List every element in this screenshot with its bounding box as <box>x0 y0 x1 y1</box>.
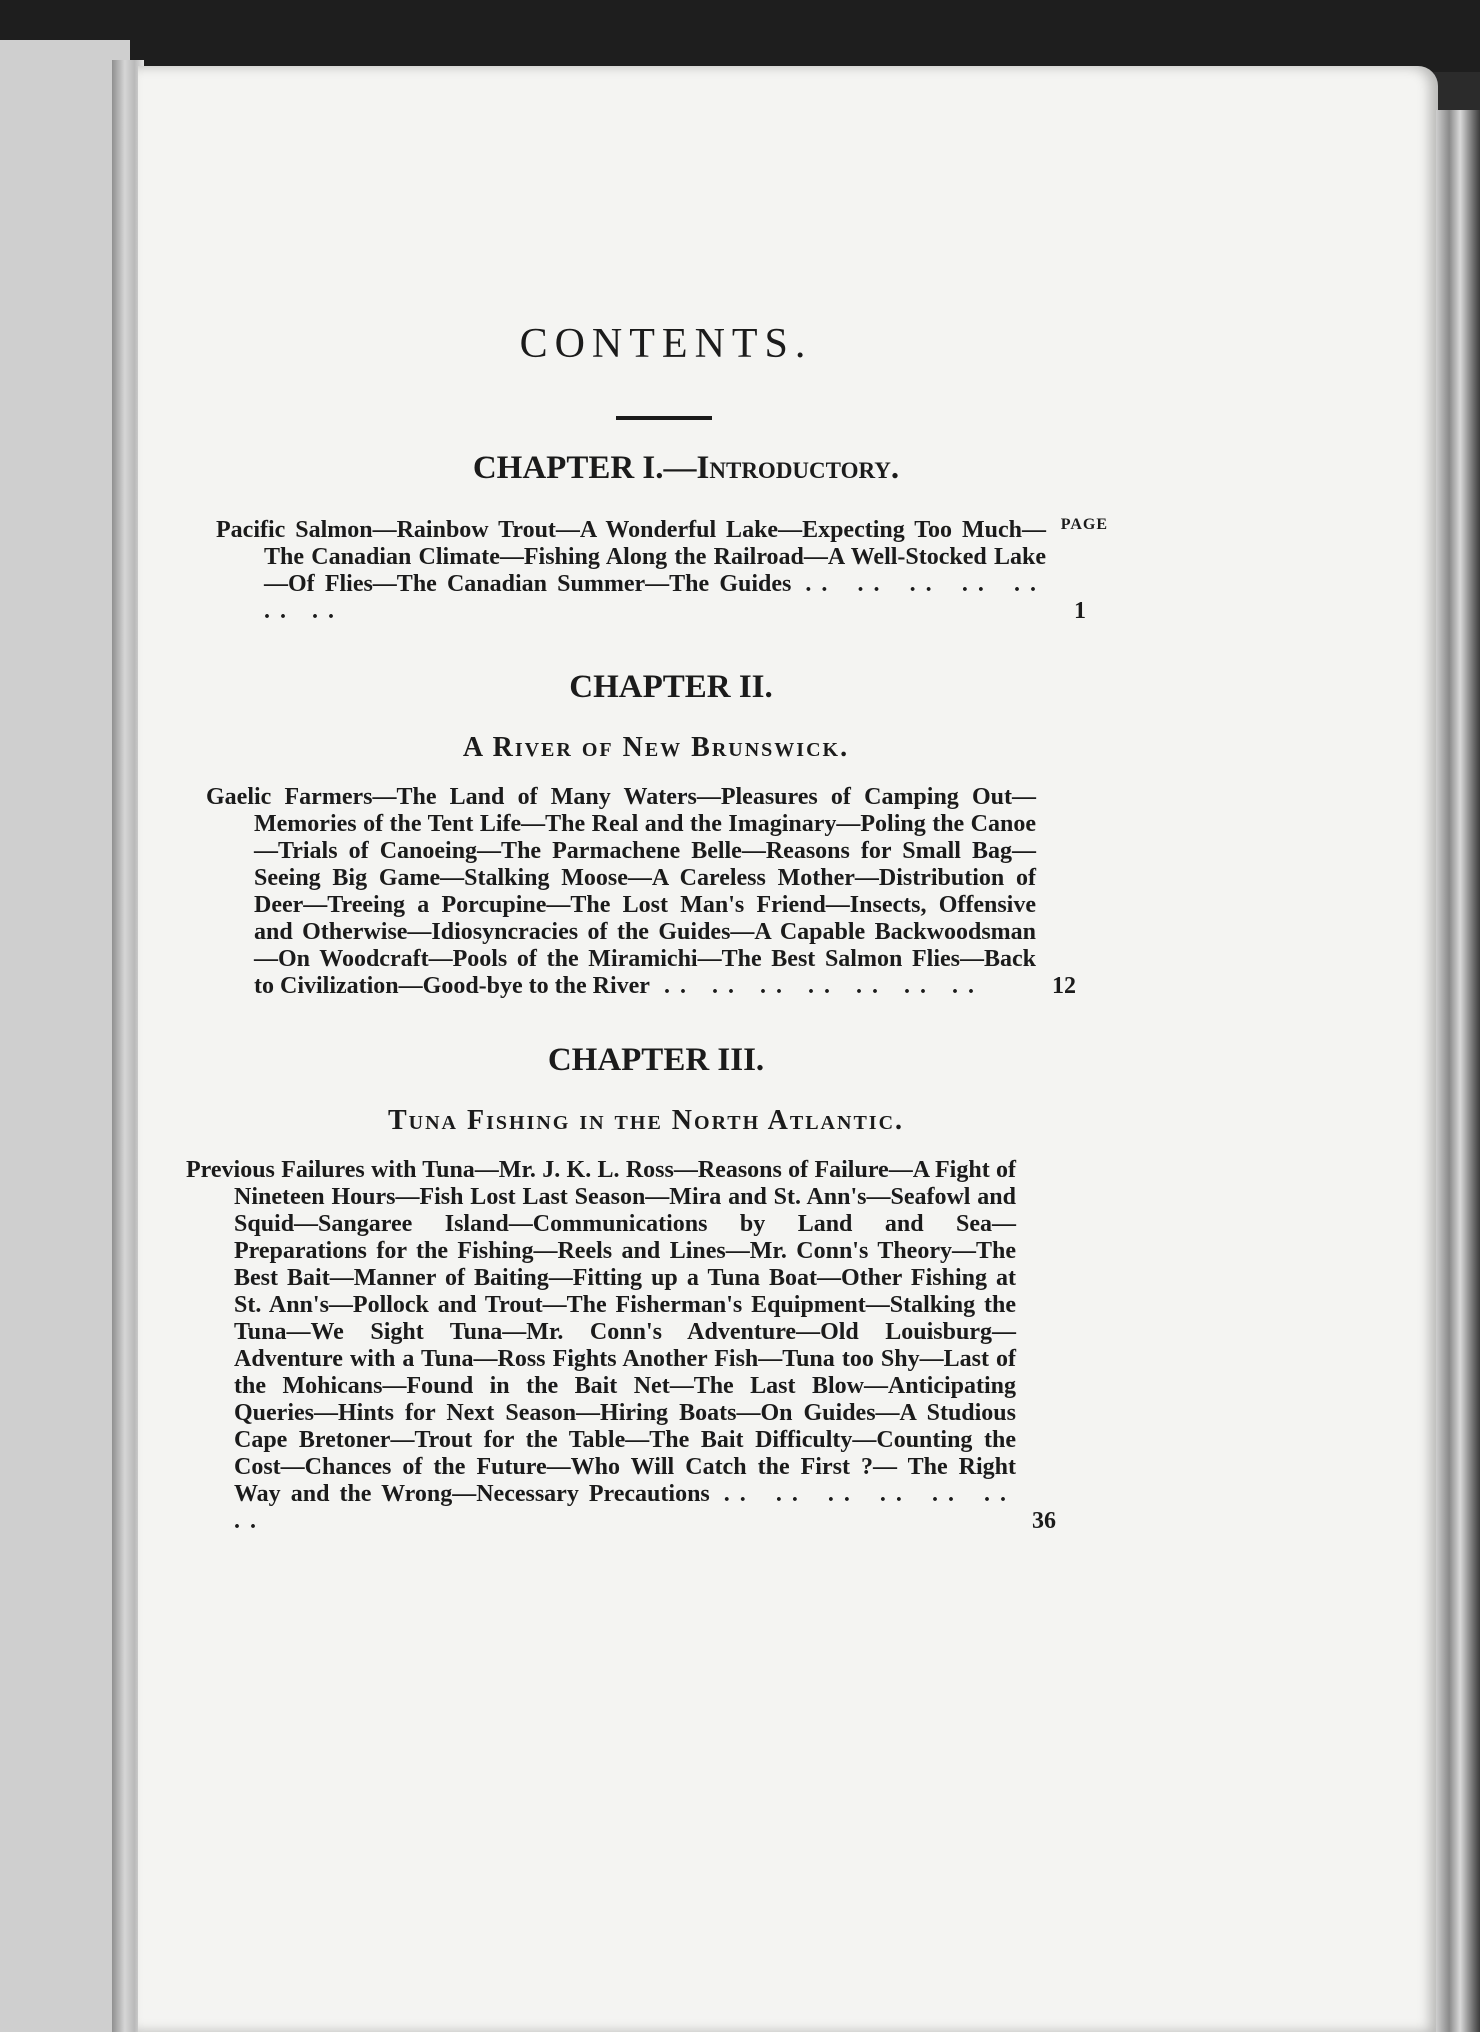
page-number: 12 <box>1052 973 1076 999</box>
chapter-entry <box>206 784 1076 1000</box>
chapter-summary-text: Pacific Salmon—Rainbow Trout—A Wonderful Lake—Expecting Too Much—The Canadian Climate—Fishing Along the Railroad—A Well-Stocked Lake—Of Flies—The Canadian Summer—The Guides <box>216 517 1046 597</box>
chapter-heading <box>276 450 1096 487</box>
page-stack-edge <box>1436 110 1480 2032</box>
chapter-title: Tuna Fishing in the North Atlantic. <box>387 1105 905 1136</box>
page-number: 36 <box>1032 1508 1056 1534</box>
chapter-title: Introductory. <box>696 450 900 486</box>
chapter-summary <box>206 784 1036 1000</box>
chapter-summary-text: Previous Failures with Tuna—Mr. J. K. L. Ross—Reasons of Failure—A Fight of Nineteen Hours—Fish Lost Last Season—Mira and St. Ann's—Seafowl and Squid—Sangaree Island—Communications by Land and Sea—Preparations for the Fishing—Reels and Lines—Mr. Conn's Theory—The Best Bait—Manner of Baiting—Fitting up a Tuna Boat—Other Fishing at St. Ann's—Pollock and Trout—The Fisherman's Equipment—Stalking the Tuna—We Sight Tuna—Mr. Conn's Adventure—Old Louisburg—Adventure with a Tuna—Ross Fights Another Fish—Tuna too Shy—Last of the Mohicans—Found in the Bait Net—The Last Blow—Anticipating Queries—Hints for Next Season—Hiring Boats—On Guides—A Studious Cape Bretoner—Trout for the Table—The Bait Difficulty—Counting the Cost—Chances of the Future—Who Will Catch the First ?— The Right Way and the Wrong—Necessary Precautions <box>186 1157 1016 1507</box>
chapter-entry <box>186 1157 1056 1535</box>
chapter-number: CHAPTER I.— <box>472 450 697 486</box>
chapter-entry <box>216 516 1108 625</box>
leader-dots: .. .. .. .. .. .. .. <box>234 1481 1017 1534</box>
chapter-summary <box>186 1157 1016 1535</box>
leader-dots: .. .. .. .. .. .. .. <box>264 571 1046 624</box>
scan-background-top <box>0 0 1480 72</box>
page-column-label: PAGE <box>1060 516 1108 533</box>
title-rule <box>616 416 712 420</box>
chapter-summary <box>216 517 1046 625</box>
leader-dots: .. .. .. .. .. .. .. <box>663 973 984 999</box>
chapter-heading: CHAPTER III. <box>547 1042 765 1078</box>
chapter-summary-text: Gaelic Farmers—The Land of Many Waters—Pleasures of Camping Out—Memories of the Tent Life—The Real and the Imaginary—Poling the Canoe—Trials of Canoeing—The Parmachene Belle—Reasons for Small Bag—Seeing Big Game—Stalking Moose—A Careless Mother—Distribution of Deer—Treeing a Porcupine—The Lost Man's Friend—Insects, Offensive and Otherwise—Idiosyncracies of the Guides—A Capable Backwoodsman—On Woodcraft—Pools of the Miramichi—The Best Salmon Flies—Back to Civilization—Good-bye to the River <box>206 784 1036 999</box>
chapter-title: A River of New Brunswick. <box>462 732 850 763</box>
chapter-heading: CHAPTER II. <box>569 669 773 705</box>
page-number: 1 <box>1074 598 1086 624</box>
facing-page-edge <box>0 40 130 2032</box>
contents-section <box>186 320 1108 1535</box>
contents-title: CONTENTS. <box>519 321 813 367</box>
